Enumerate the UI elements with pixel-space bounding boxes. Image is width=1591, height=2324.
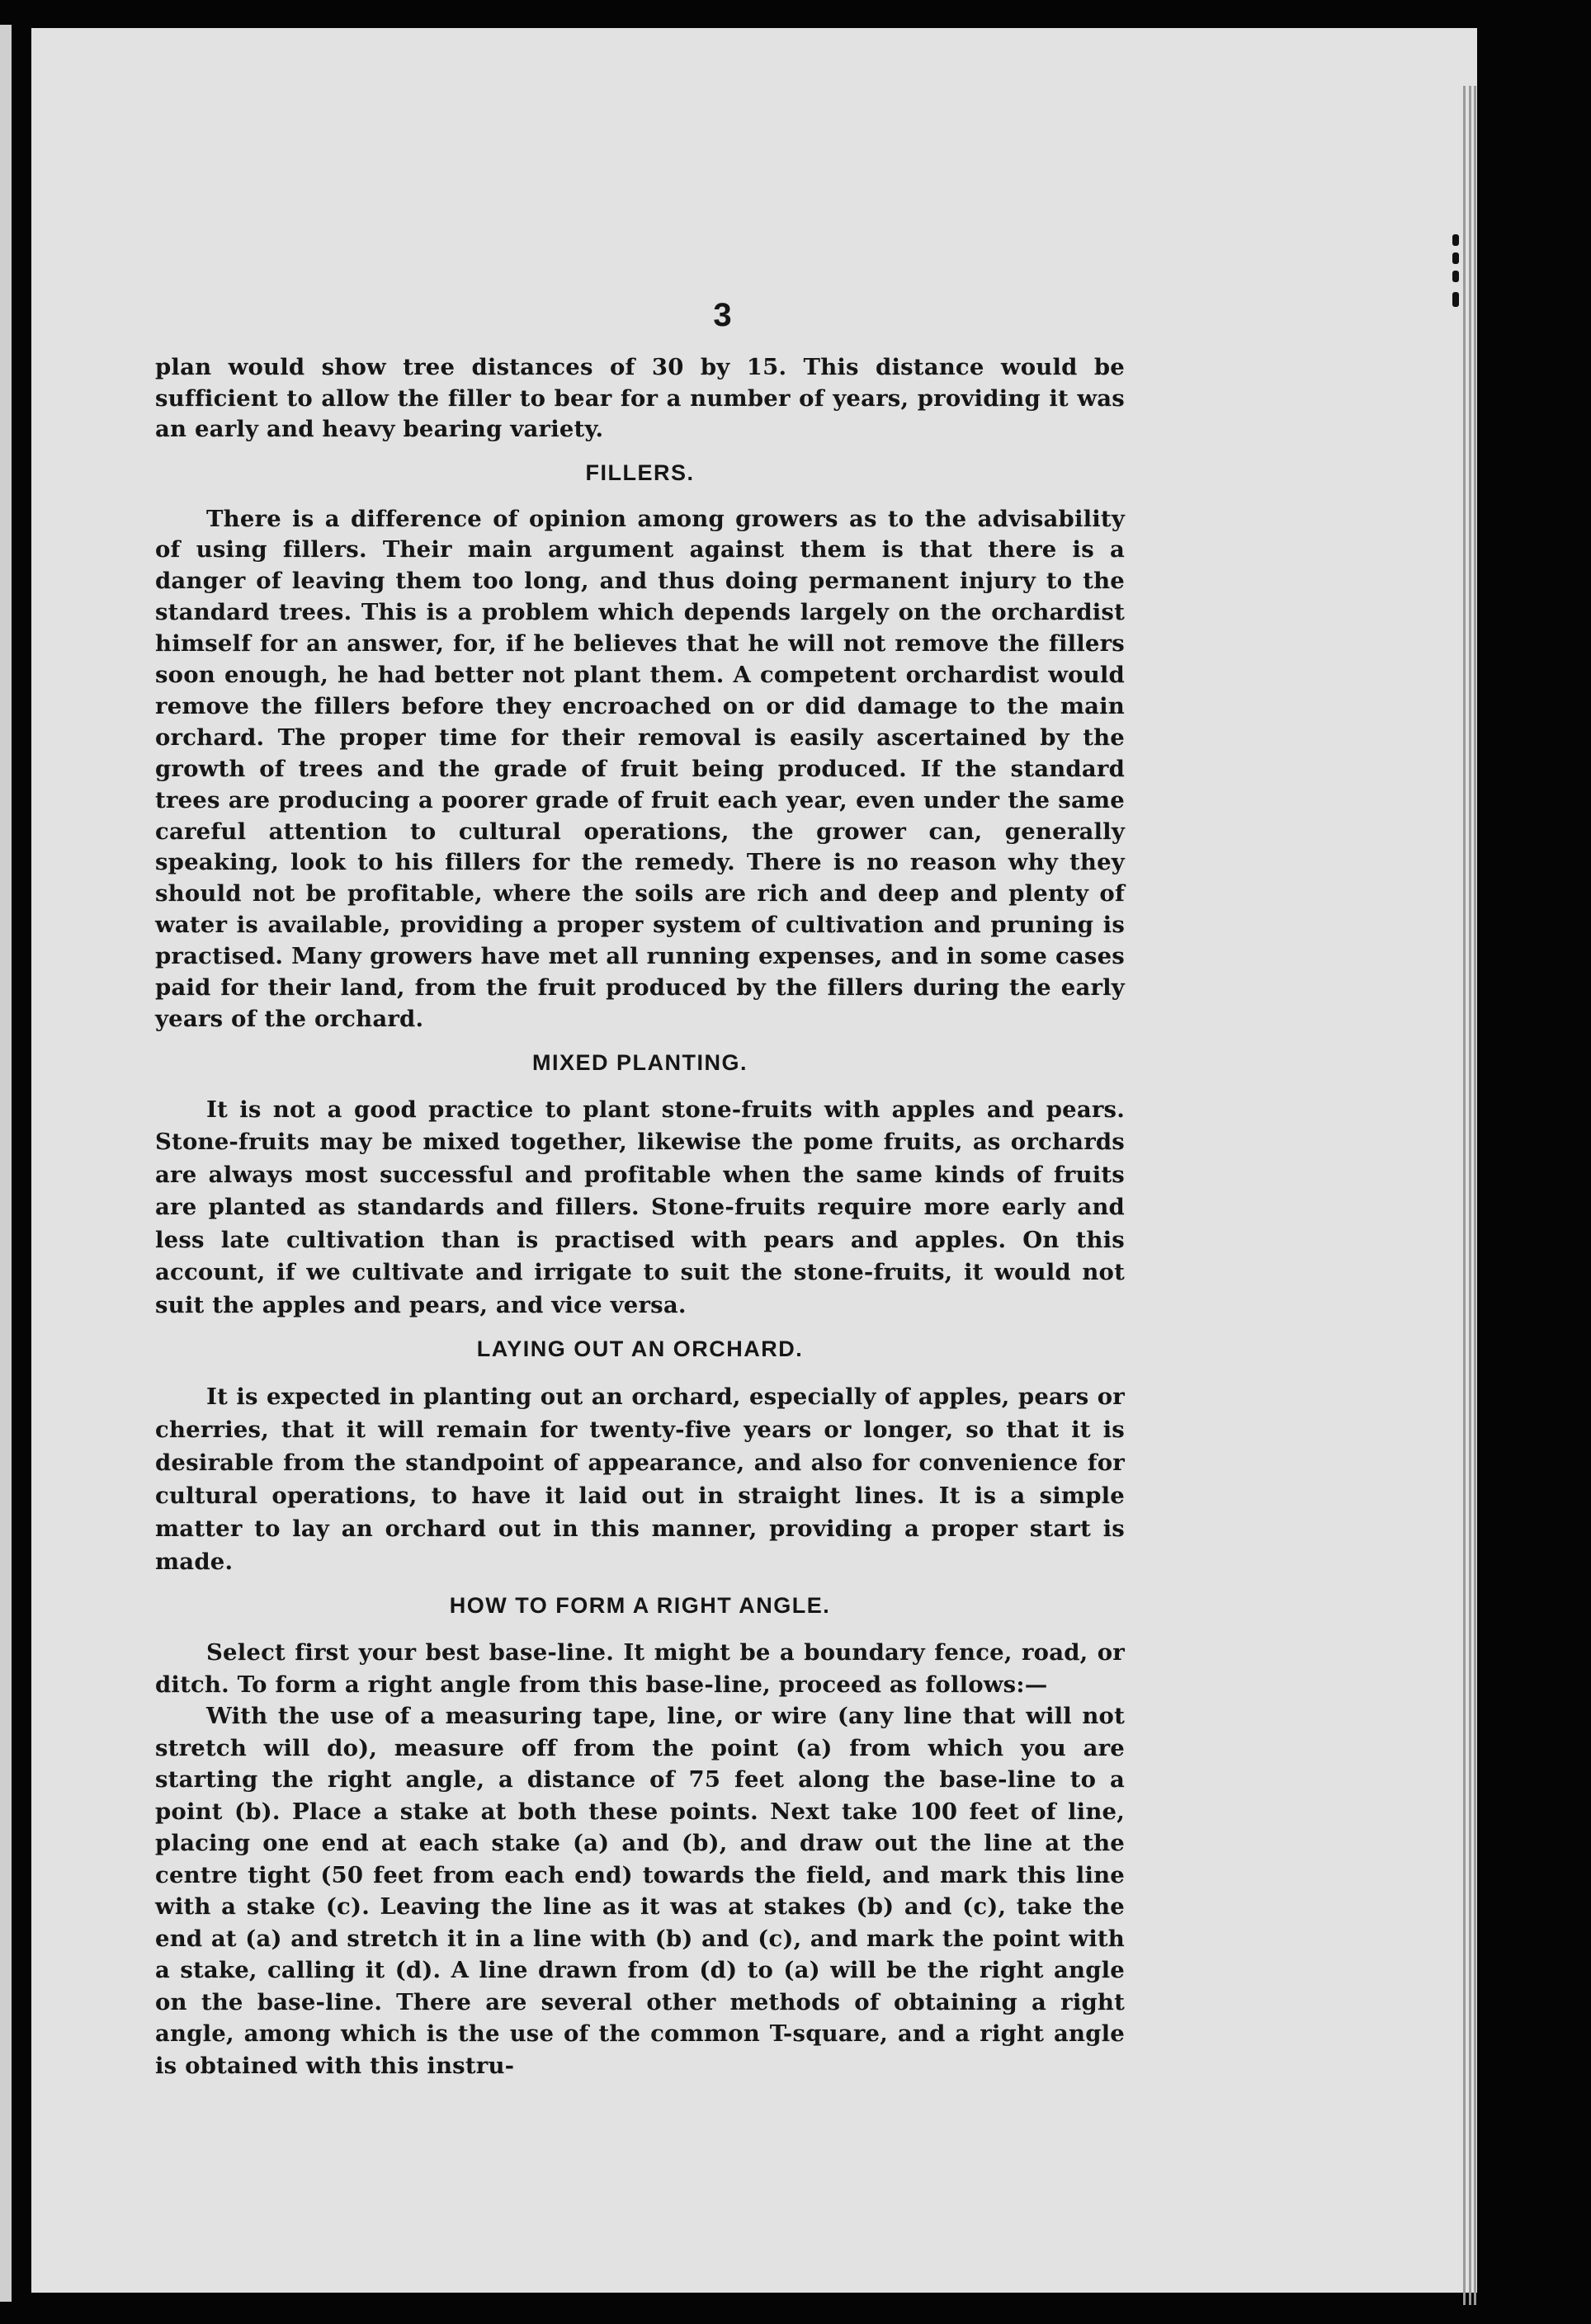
binding-mark bbox=[1452, 234, 1459, 246]
section-heading: MIXED PLANTING. bbox=[531, 1049, 748, 1075]
binding-mark bbox=[1452, 271, 1459, 282]
section-laying-out bbox=[155, 1336, 1125, 1578]
page-edge-line bbox=[1463, 86, 1466, 2305]
binding-mark bbox=[1452, 252, 1459, 264]
page-edge-line bbox=[1474, 86, 1476, 2305]
section-heading: HOW TO FORM A RIGHT ANGLE. bbox=[449, 1593, 831, 1619]
section-heading: FILLERS. bbox=[585, 460, 695, 485]
page-number: 3 bbox=[713, 297, 732, 333]
page-edge-line bbox=[1469, 86, 1471, 2305]
section-fillers bbox=[155, 460, 1125, 1035]
section-paragraph: It is expected in planting out an orchard, especially of apples, pears or cherries, that it will remain for twenty-five years or longer, so that it is desirable from the standpoint of appearance, and also for convenience for cultural operations, to have it laid out in straight lines. It is a simple matter to lay an orchard out in this manner, providing a proper start is made. bbox=[155, 1384, 1125, 1576]
binding-mark bbox=[1452, 292, 1459, 307]
section-right-angle bbox=[155, 1593, 1125, 2081]
intro-paragraph: plan would show tree distances of 30 by 15. This distance would be sufficient to allow the filler to bear for a number of years, providing it was an early and heavy bearing variety. bbox=[155, 354, 1125, 442]
section-mixed-planting bbox=[155, 1050, 1125, 1322]
section-paragraph: It is not a good practice to plant stone-fruits with apples and pears. Stone-fruits may be mixed together, likewise the pome fruits, as orchards are always most successful and profitable when the same kinds of fruits are planted as standards and fillers. Stone-fruits require more early and less late cultivation than is practised with pears and apples. On this account, if we cultivate and irrigate to suit the stone-fruits, it would not suit the apples and pears, and vice versa. bbox=[155, 1096, 1125, 1318]
facing-page-edge bbox=[0, 25, 12, 2302]
section-paragraph: With the use of a measuring tape, line, or wire (any line that will not stretch will do), measure off from the point (a) from which you are starting the right angle, a distance of 75 feet along the base-line to a point (b). Place a stake at both these points. Next take 100 feet of line, placing one end at each stake (a) and (b), and draw out the line at the centre tight (50 feet from each end) towards the field, and mark this line with a stake (c). Leaving the line as it was at stakes (b) and (c), take the end at (a) and stretch it in a line with (b) and (c), and mark the point with a stake, calling it (d). A line drawn from (d) to (a) will be the right angle on the base-line. There are several other methods of obtaining a right angle, among which is the use of the common T-square, and a right angle is obtained with this instru- bbox=[155, 1703, 1125, 2079]
section-heading: LAYING OUT AN ORCHARD. bbox=[476, 1336, 804, 1362]
section-paragraph: There is a difference of opinion among growers as to the advisability of using fillers. Their main argument against them is that there is a danger of leaving them too long, and thus doing permanent injury to the standard trees. This is a problem which depends largely on the orchardist himself for an answer, for, if he believes that he will not remove the fillers soon enough, he had better not plant them. A competent orchardist would remove the fillers before they encroached on or did damage to the main orchard. The proper time for their removal is easily ascertained by the growth of trees and the grade of fruit being produced. If the standard trees are producing a poorer grade of fruit each year, even under the same careful attention to cultural operations, the grower can, generally speaking, look to his fillers for the remedy. There is no reason why they should not be profitable, where the soils are rich and deep and plenty of water is available, providing a proper system of cultivation and pruning is practised. Many growers have met all running expenses, and in some cases paid for their land, from the fruit produced by the fillers during the early years of the orchard. bbox=[155, 505, 1125, 1032]
section-paragraph: Select first your best base-line. It might be a boundary fence, road, or ditch. To form a right angle from this base-line, proceed as follows:— bbox=[155, 1639, 1125, 1698]
page-text bbox=[155, 297, 1125, 2081]
